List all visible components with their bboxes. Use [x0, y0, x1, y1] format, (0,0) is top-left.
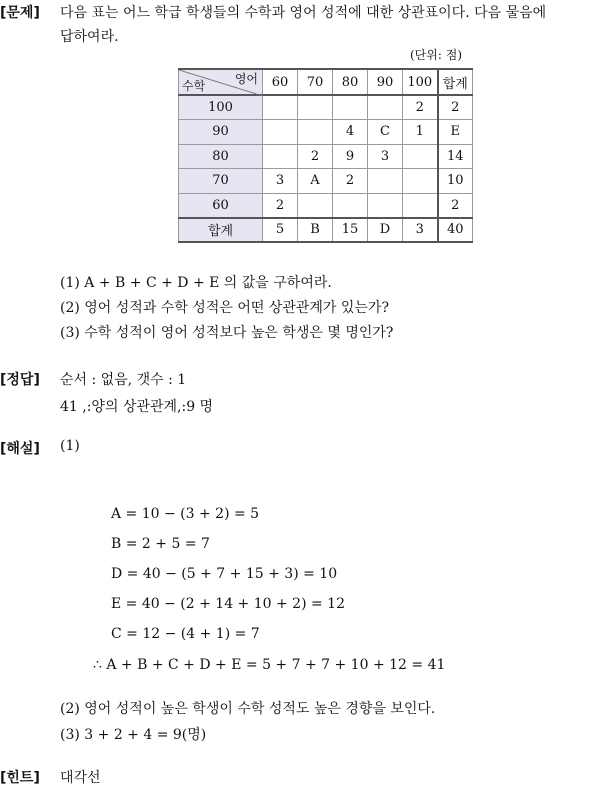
col-header: 90 — [368, 69, 403, 95]
table-cell: 5 — [263, 218, 298, 243]
table-cell — [368, 95, 403, 120]
problem-text-line1: 다음 표는 어느 학급 학생들의 수학과 영어 성적에 대한 상관표이다. 다음 물음에 — [60, 5, 547, 21]
answer-label: [정답] — [0, 372, 40, 388]
equation-d: D = 40 − (5 + 7 + 15 + 3) = 10 — [111, 566, 338, 582]
col-header-total: 합계 — [438, 69, 473, 95]
row-header: 60 — [179, 193, 263, 218]
table-unit: (단위: 점) — [410, 48, 462, 62]
table-cell: 3 — [403, 218, 438, 243]
row-header-total: 합계 — [179, 218, 263, 243]
corner-top-label: 영어 — [234, 72, 258, 86]
row-header: 70 — [179, 169, 263, 194]
row-header: 100 — [179, 95, 263, 120]
table-cell: 4 — [333, 120, 368, 145]
explanation-part1-label: (1) — [60, 438, 80, 454]
table-cell — [403, 144, 438, 169]
equation-c: C = 12 − (4 + 1) = 7 — [111, 626, 260, 642]
table-cell — [368, 193, 403, 218]
table-cell — [298, 95, 333, 120]
question-3: (3) 수학 성적이 영어 성적보다 높은 학생은 몇 명인가? — [60, 325, 394, 341]
table-cell — [263, 120, 298, 145]
table-cell: 3 — [263, 169, 298, 194]
equation-sum: ∴ A + B + C + D + E = 5 + 7 + 7 + 10 + 12 = 41 — [93, 657, 446, 673]
table-cell: 2 — [333, 169, 368, 194]
table-cell: D — [368, 218, 403, 243]
table-cell: 15 — [333, 218, 368, 243]
corner-bottom-label: 수학 — [182, 79, 206, 93]
table-cell: 3 — [368, 144, 403, 169]
table-cell — [368, 169, 403, 194]
table-cell — [333, 95, 368, 120]
col-header: 100 — [403, 69, 438, 95]
explanation-part2: (2) 영어 성적이 높은 학생이 수학 성적도 높은 경향을 보인다. — [60, 701, 436, 717]
answer-line1: 순서 : 없음, 갯수 : 1 — [60, 372, 187, 388]
table-cell: 2 — [298, 144, 333, 169]
table-cell — [298, 120, 333, 145]
col-header: 70 — [298, 69, 333, 95]
table-cell-total: E — [438, 120, 473, 145]
table-cell — [403, 169, 438, 194]
table-cell — [403, 193, 438, 218]
equation-e: E = 40 − (2 + 14 + 10 + 2) = 12 — [111, 596, 346, 612]
col-header: 60 — [263, 69, 298, 95]
table-cell-total: 40 — [438, 218, 473, 243]
table-cell: B — [298, 218, 333, 243]
table-cell — [333, 193, 368, 218]
problem-text-line2: 답하여라. — [60, 29, 119, 45]
col-header: 80 — [333, 69, 368, 95]
question-1: (1) A + B + C + D + E 의 값을 구하여라. — [60, 275, 332, 291]
correlation-table — [178, 68, 473, 243]
table-cell: 1 — [403, 120, 438, 145]
table-cell: 9 — [333, 144, 368, 169]
explanation-label: [해설] — [0, 441, 40, 457]
explanation-part3: (3) 3 + 2 + 4 = 9(명) — [60, 727, 207, 743]
table-corner-cell — [179, 69, 263, 95]
hint-text: 대각선 — [60, 770, 101, 786]
table-cell: C — [368, 120, 403, 145]
hint-label: [힌트] — [0, 770, 40, 786]
table-cell-total: 2 — [438, 95, 473, 120]
table-cell: 2 — [403, 95, 438, 120]
table-cell-total: 2 — [438, 193, 473, 218]
table-cell — [298, 193, 333, 218]
problem-label: [문제] — [0, 5, 40, 21]
equation-b: B = 2 + 5 = 7 — [111, 536, 210, 552]
table-cell-total: 14 — [438, 144, 473, 169]
table-cell — [263, 95, 298, 120]
row-header: 90 — [179, 120, 263, 145]
table-cell-total: 10 — [438, 169, 473, 194]
question-2: (2) 영어 성적과 수학 성적은 어떤 상관관계가 있는가? — [60, 300, 389, 316]
row-header: 80 — [179, 144, 263, 169]
table-cell: A — [298, 169, 333, 194]
table-cell: 2 — [263, 193, 298, 218]
answer-line2: 41 ,:양의 상관관계,:9 명 — [60, 399, 214, 415]
table-cell — [263, 144, 298, 169]
equation-a: A = 10 − (3 + 2) = 5 — [111, 506, 260, 522]
